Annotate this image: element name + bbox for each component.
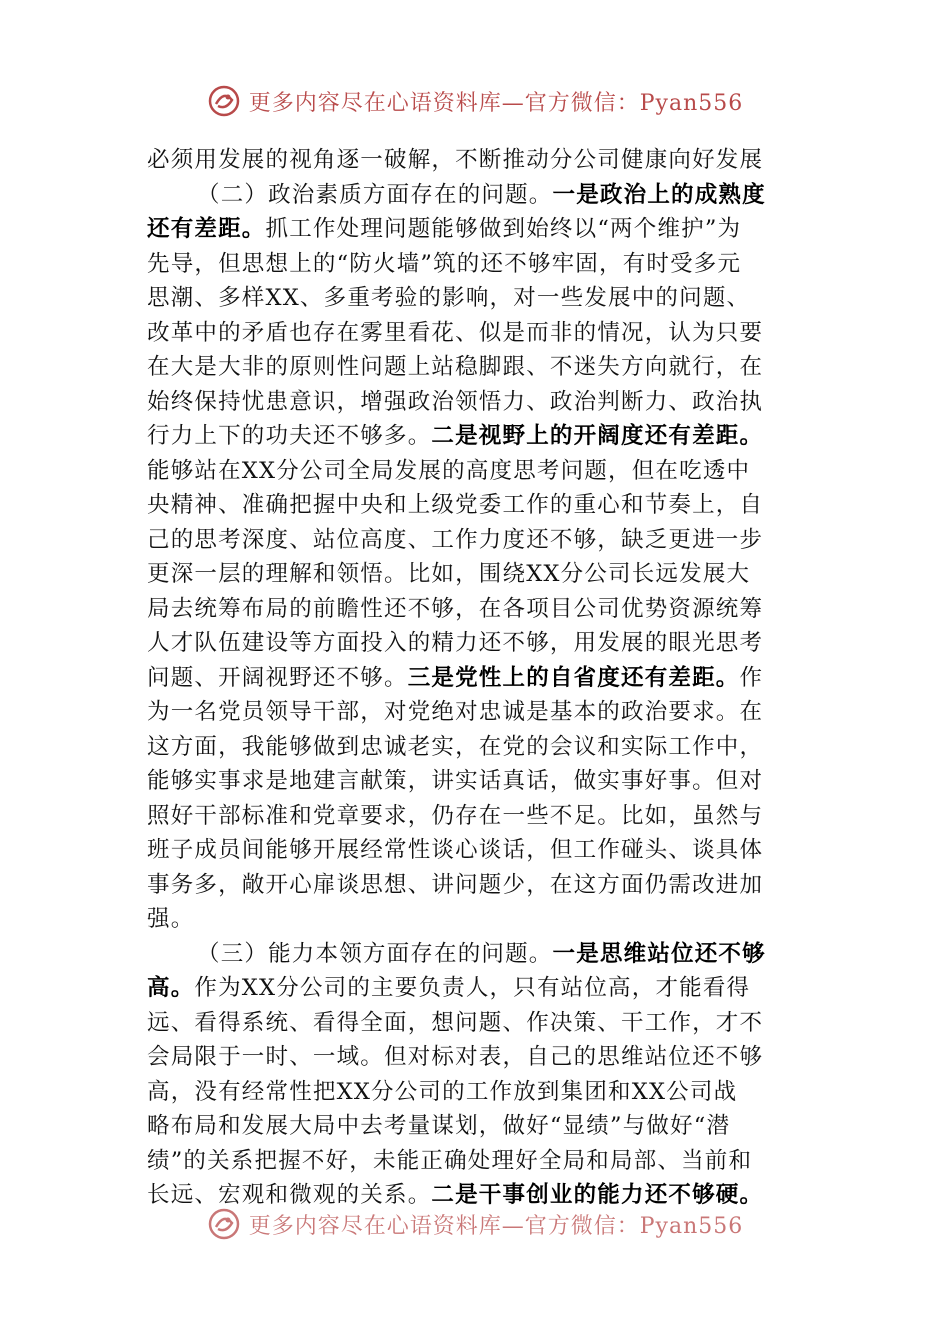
text-line (147, 833, 807, 868)
text-segment: 更深一层的理解和领悟。比如，围绕XX分公司长远发展大 (147, 561, 751, 587)
text-line (147, 592, 807, 627)
text-segment: 能够实事求是地建言献策，讲实话真话，做实事好事。但对 (147, 768, 764, 794)
text-segment: 抓工作处理问题能够做到始终以“两个维护”为 (265, 216, 742, 242)
bold-text-segment: 还有差距。 (147, 216, 266, 242)
text-line (147, 212, 807, 247)
text-segment: 人才队伍建设等方面投入的精力还不够，用发展的眼光思考 (147, 630, 764, 656)
text-line (147, 626, 807, 661)
text-segment: 会局限于一时、一域。但对标对表，自己的思维站位还不够 (147, 1044, 764, 1070)
logo-icon (207, 84, 241, 118)
text-line (147, 281, 807, 316)
text-segment: 照好干部标准和党章要求，仍存在一些不足。比如，虽然与 (147, 802, 764, 829)
footer-watermark (0, 1207, 950, 1241)
text-line (147, 419, 807, 454)
text-segment: 必须用发展的视角逐一破解，不断推动分公司健康向好发展 (147, 147, 764, 173)
text-segment: 己的思考深度、站位高度、工作力度还不够，缺乏更进一步 (147, 526, 764, 553)
watermark-text: 更多内容尽在心语资料库—官方微信：Pyan556 (248, 90, 744, 116)
text-line (147, 730, 807, 765)
text-line (147, 661, 807, 696)
header-watermark (0, 84, 950, 118)
text-segment: 为一名党员领导干部，对党绝对忠诚是基本的政治要求。在 (147, 699, 764, 725)
text-segment: 在大是大非的原则性问题上站稳脚跟、不迷失方向就行，在 (147, 354, 764, 380)
text-line (147, 1006, 807, 1041)
logo-icon (207, 1207, 241, 1241)
text-segment: 先导，但思想上的“防火墙”筑的还不够牢固，有时受多元 (147, 250, 742, 277)
text-line (147, 488, 807, 523)
watermark-text: 更多内容尽在心语资料库—官方微信：Pyan556 (248, 1213, 744, 1239)
text-line (147, 523, 807, 558)
text-line (147, 557, 807, 592)
text-segment: 局去统筹布局的前瞻性还不够，在各项目公司优势资源统筹 (147, 595, 764, 622)
text-line (147, 902, 807, 937)
text-line (147, 247, 807, 282)
bold-text-segment: 三是党性上的自省度还有差距。 (407, 664, 740, 691)
text-line (147, 1040, 807, 1075)
text-line (147, 350, 807, 385)
text-segment: 事务多，敞开心扉谈思想、讲问题少，在这方面仍需改进加 (147, 871, 764, 898)
bold-text-segment: 二是视野上的开阔度还有差距。 (431, 423, 764, 449)
bold-text-segment: 一是思维站位还不够 (552, 940, 766, 967)
bold-text-segment: 二是干事创业的能力还不够硬。 (431, 1182, 764, 1208)
text-segment: 问题、开阔视野还不够。 (147, 664, 408, 691)
text-segment: 这方面，我能够做到忠诚老实，在党的会议和实际工作中， (147, 733, 764, 760)
text-segment: 绩”的关系把握不好，未能正确处理好全局和局部、当前和 (147, 1147, 753, 1174)
text-segment: 作为XX分公司的主要负责人，只有站位高，才能看得 (194, 975, 751, 1001)
text-segment: 改革中的矛盾也存在雾里看花、似是而非的情况，认为只要 (147, 319, 764, 346)
text-line (147, 1109, 807, 1144)
text-line (147, 316, 807, 351)
text-segment: （二）政治素质方面存在的问题。 (197, 181, 553, 208)
bold-text-segment: 高。 (147, 975, 195, 1001)
text-segment: 长远、宏观和微观的关系。 (147, 1182, 432, 1208)
text-segment: （三）能力本领方面存在的问题。 (197, 940, 553, 967)
text-segment: 略布局和发展大局中去考量谋划，做好“显绩”与做好“潜 (147, 1113, 731, 1139)
text-line (147, 143, 807, 178)
text-line (147, 868, 807, 903)
text-line (147, 764, 807, 799)
text-line (147, 454, 807, 489)
text-line (147, 1075, 807, 1110)
text-segment: 高，没有经常性把XX分公司的工作放到集团和XX公司战 (147, 1078, 738, 1105)
text-line (147, 178, 807, 213)
text-line (147, 971, 807, 1006)
text-line (147, 937, 807, 972)
text-segment: 央精神、准确把握中央和上级党委工作的重心和节奏上，自 (147, 492, 764, 518)
text-segment: 作 (739, 664, 764, 691)
bold-text-segment: 一是政治上的成熟度 (552, 181, 766, 208)
text-segment: 强。 (147, 906, 195, 932)
document-body (147, 143, 807, 1213)
text-line (147, 1144, 807, 1179)
text-line (147, 695, 807, 730)
text-segment: 班子成员间能够开展经常性谈心谈话，但工作碰头、谈具体 (147, 837, 764, 863)
text-segment: 远、看得系统、看得全面，想问题、作决策、干工作，才不 (147, 1009, 764, 1036)
text-segment: 能够站在XX分公司全局发展的高度思考问题，但在吃透中 (147, 457, 751, 484)
text-segment: 思潮、多样XX、多重考验的影响，对一些发展中的问题、 (147, 285, 751, 311)
text-segment: 始终保持忧患意识，增强政治领悟力、政治判断力、政治执 (147, 388, 764, 415)
text-segment: 行力上下的功夫还不够多。 (147, 423, 432, 449)
text-line (147, 799, 807, 834)
text-line (147, 385, 807, 420)
